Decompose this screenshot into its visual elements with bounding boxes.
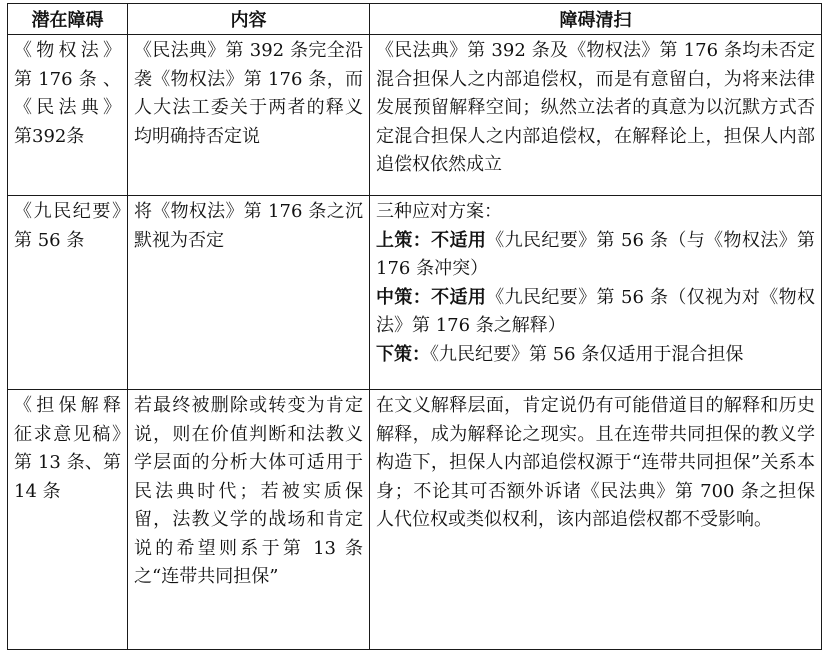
clearance-cell: 在文义解释层面，肯定说仍有可能借道目的解释和历史解释，成为解释论之现实。且在连带共同担保的教义学构造下，担保人内部追偿权源于“连带共同担保”关系本身；不论其可否额外诉诸《民法典》第 700 条之担保人代位权或类似权利，该内部追偿权都不受影响。 — [370, 390, 822, 650]
clearance-cell — [370, 196, 822, 390]
plan-emphasis: 不适用 — [431, 286, 487, 308]
obstacle-table — [7, 3, 822, 650]
plan-label: 下策： — [376, 343, 430, 365]
clearance-cell: 《民法典》第 392 条及《物权法》第 176 条均未否定混合担保人之内部追偿权，而是有意留白，为将来法律发展预留解释空间；纵然立法者的真意为以沉默方式否定混合担保人之内部追偿权，在解释论上，担保人内部追偿权依然成立 — [370, 35, 822, 196]
plan-middle — [376, 284, 815, 341]
header-clearance: 障碍清扫 — [370, 4, 822, 35]
obstacle-cell: 《担保解释征求意见稿》第 13 条、第 14 条 — [8, 390, 128, 650]
header-obstacle: 潜在障碍 — [8, 4, 128, 35]
plan-text: 《九民纪要》第 56 条（仅视为对《物权法》第 176 条之解释） — [376, 286, 816, 336]
plans-intro: 三种应对方案： — [376, 201, 502, 222]
header-content: 内容 — [128, 4, 370, 35]
header-row — [8, 4, 822, 35]
plan-upper — [376, 227, 815, 284]
obstacle-cell: 《九民纪要》第 56 条 — [8, 196, 128, 390]
content-cell: 《民法典》第 392 条完全沿袭《物权法》第 176 条，而人大法工委关于两者的释义均明确持否定说 — [128, 35, 370, 196]
table-row — [8, 196, 822, 390]
content-cell: 将《物权法》第 176 条之沉默视为否定 — [128, 196, 370, 390]
content-cell: 若最终被删除或转变为肯定说，则在价值判断和法教义学层面的分析大体可适用于民法典时代；若被实质保留，法教义学的战场和肯定说的希望则系于第 13 条之“连带共同担保” — [128, 390, 370, 650]
plan-label: 中策： — [376, 286, 432, 308]
plan-label: 上策： — [376, 229, 432, 251]
plan-text: 《九民纪要》第 56 条（与《物权法》第 176 条冲突） — [376, 229, 816, 279]
obstacle-cell: 《物权法》第176条、《民法典》第392条 — [8, 35, 128, 196]
table-row — [8, 35, 822, 196]
plan-text: 《九民纪要》第 56 条仅适用于混合担保 — [430, 343, 744, 365]
table-row — [8, 390, 822, 650]
plan-lower — [376, 341, 815, 370]
plan-emphasis: 不适用 — [431, 229, 487, 251]
